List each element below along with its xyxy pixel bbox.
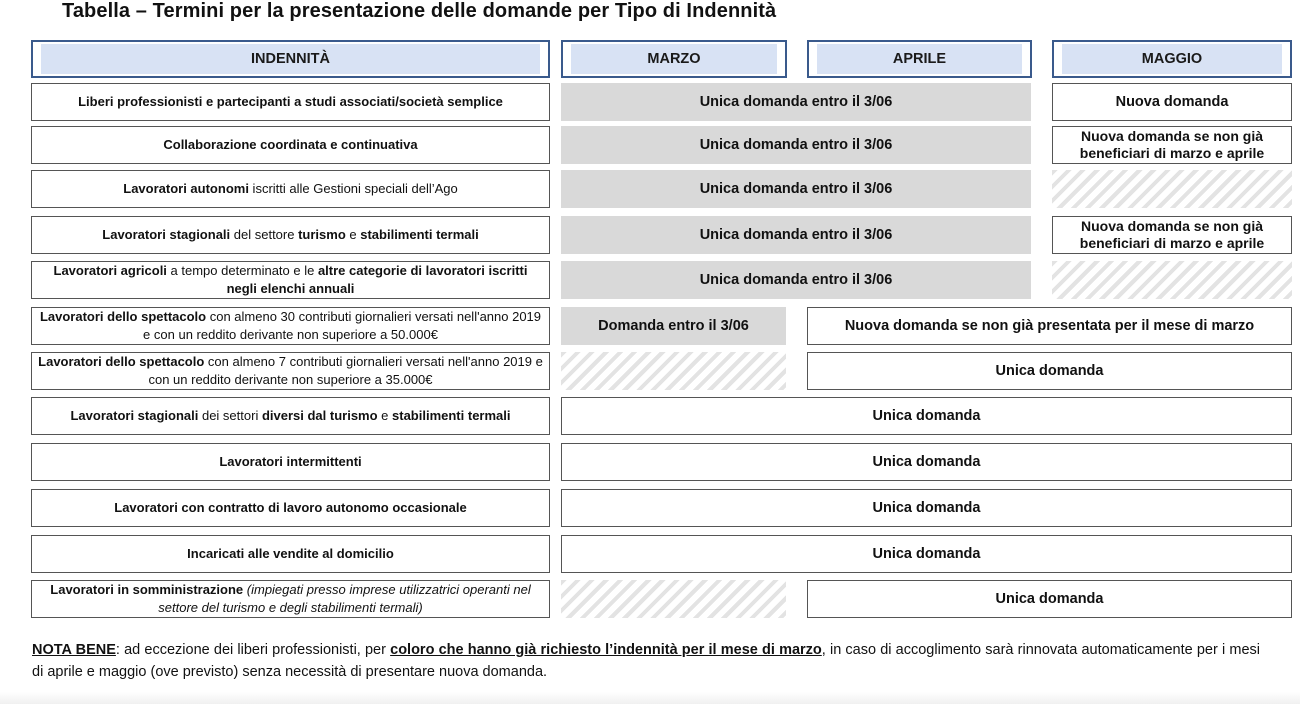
- header-indennita-label: INDENNITÀ: [251, 51, 330, 67]
- header-maggio-label: MAGGIO: [1141, 51, 1203, 67]
- cell-aprile-maggio: Unica domanda: [807, 580, 1292, 618]
- row-label: [31, 397, 550, 435]
- header-indennita: [31, 40, 550, 78]
- row-label-rest: con almeno 30 contributi giornalieri versati nell'anno 2019 e con un reddito derivante non superiore a 50.000€: [143, 309, 542, 342]
- cell-aprile-maggio: Nuova domanda se non già presentata per il mese di marzo: [807, 307, 1292, 345]
- row-label: [31, 352, 550, 390]
- header-maggio: [1052, 40, 1292, 78]
- header-aprile: [807, 40, 1032, 78]
- row-label-bold: stabilimenti termali: [392, 408, 511, 423]
- nota-bene-text-1: : ad eccezione dei liberi professionisti, per: [115, 642, 391, 658]
- row-label-bold: Lavoratori dello spettacolo: [39, 309, 207, 324]
- row-label-rest: dei settori: [198, 408, 262, 423]
- row-label-text: Incaricati alle vendite al domicilio: [187, 546, 394, 561]
- nota-bene: [32, 639, 1260, 683]
- row-label-rest: del settore: [230, 227, 299, 242]
- row-label-bold: Lavoratori in somministrazione: [50, 582, 244, 597]
- row-label-bold: Lavoratori autonomi: [123, 181, 249, 196]
- row-label: [31, 170, 550, 208]
- cell-aprile-maggio: Unica domanda: [807, 352, 1292, 390]
- cell-maggio-hatched: [1052, 261, 1292, 299]
- cell-all-months: Unica domanda: [561, 397, 1292, 435]
- cell-marzo-hatched: [561, 352, 786, 390]
- row-label-bold: diversi dal turismo: [261, 408, 378, 423]
- row-label-text: Collaborazione coordinata e continuativa: [163, 137, 418, 152]
- header-marzo-label: MARZO: [647, 51, 701, 67]
- row-label-rest: con almeno 7 contributi giornalieri versati nell'anno 2019 e con un reddito derivante non superiore a 35.000€: [148, 354, 543, 387]
- row-label: [31, 83, 550, 121]
- row-label-bold: Lavoratori agricoli: [53, 263, 167, 278]
- row-label-rest: e: [377, 408, 393, 423]
- cell-marzo-hatched: [561, 580, 786, 618]
- row-label-bold: Lavoratori stagionali: [70, 408, 199, 423]
- cell-marzo-aprile: Unica domanda entro il 3/06: [561, 83, 1031, 121]
- cell-marzo-aprile: Unica domanda entro il 3/06: [561, 126, 1031, 164]
- cell-all-months: Unica domanda: [561, 489, 1292, 527]
- row-label: [31, 307, 550, 345]
- row-label-rest: a tempo determinato e le: [166, 263, 318, 278]
- cell-marzo-aprile: Unica domanda entro il 3/06: [561, 261, 1031, 299]
- cell-marzo-aprile: Unica domanda entro il 3/06: [561, 170, 1031, 208]
- nota-bene-label: NOTA BENE: [32, 642, 116, 658]
- row-label-bold: altre categorie di lavoratori iscritti negli elenchi annuali: [226, 263, 528, 296]
- cell-maggio: Nuova domanda: [1052, 83, 1292, 121]
- row-label: [31, 126, 550, 164]
- row-label: [31, 489, 550, 527]
- cell-marzo-aprile: Unica domanda entro il 3/06: [561, 216, 1031, 254]
- row-label-bold: Lavoratori dello spettacolo: [38, 354, 205, 369]
- cell-all-months: Unica domanda: [561, 443, 1292, 481]
- row-label: [31, 443, 550, 481]
- row-label: [31, 216, 550, 254]
- cell-maggio-hatched: [1052, 170, 1292, 208]
- cell-maggio: Nuova domanda se non già beneficiari di marzo e aprile: [1052, 126, 1292, 164]
- row-label-rest: e: [345, 227, 361, 242]
- nota-bene-text-2: , in caso di accoglimento sarà rinnovata automaticamente per i mesi di aprile e maggio (ove previsto) senza necessità di presentare nuova domanda.: [32, 642, 1260, 680]
- row-label-bold: stabilimenti termali: [360, 227, 479, 242]
- header-marzo: [561, 40, 787, 78]
- row-label-bold: turismo: [298, 227, 346, 242]
- row-label-bold: Lavoratori stagionali: [102, 227, 231, 242]
- cell-all-months: Unica domanda: [561, 535, 1292, 573]
- row-label-text: Lavoratori con contratto di lavoro autonomo occasionale: [114, 500, 467, 515]
- cell-marzo: Domanda entro il 3/06: [561, 307, 786, 345]
- header-aprile-label: APRILE: [892, 51, 947, 67]
- nota-bene-highlight: coloro che hanno già richiesto l’indennità per il mese di marzo: [390, 642, 822, 658]
- row-label: [31, 580, 550, 618]
- row-label-rest: (impiegati presso imprese utilizzatrici operanti nel settore del turismo e degli stabilimenti termali): [158, 582, 531, 615]
- row-label-rest: iscritti alle Gestioni speciali dell’Ago: [248, 181, 458, 196]
- cell-maggio: Nuova domanda se non già beneficiari di marzo e aprile: [1052, 216, 1292, 254]
- row-label-text: Lavoratori intermittenti: [219, 454, 362, 469]
- row-label: [31, 535, 550, 573]
- row-label: [31, 261, 550, 299]
- row-label-text: Liberi professionisti e partecipanti a studi associati/società semplice: [78, 94, 503, 109]
- bottom-bar: [0, 692, 1300, 704]
- page-title: Tabella – Termini per la presentazione delle domande per Tipo di Indennità: [62, 0, 777, 22]
